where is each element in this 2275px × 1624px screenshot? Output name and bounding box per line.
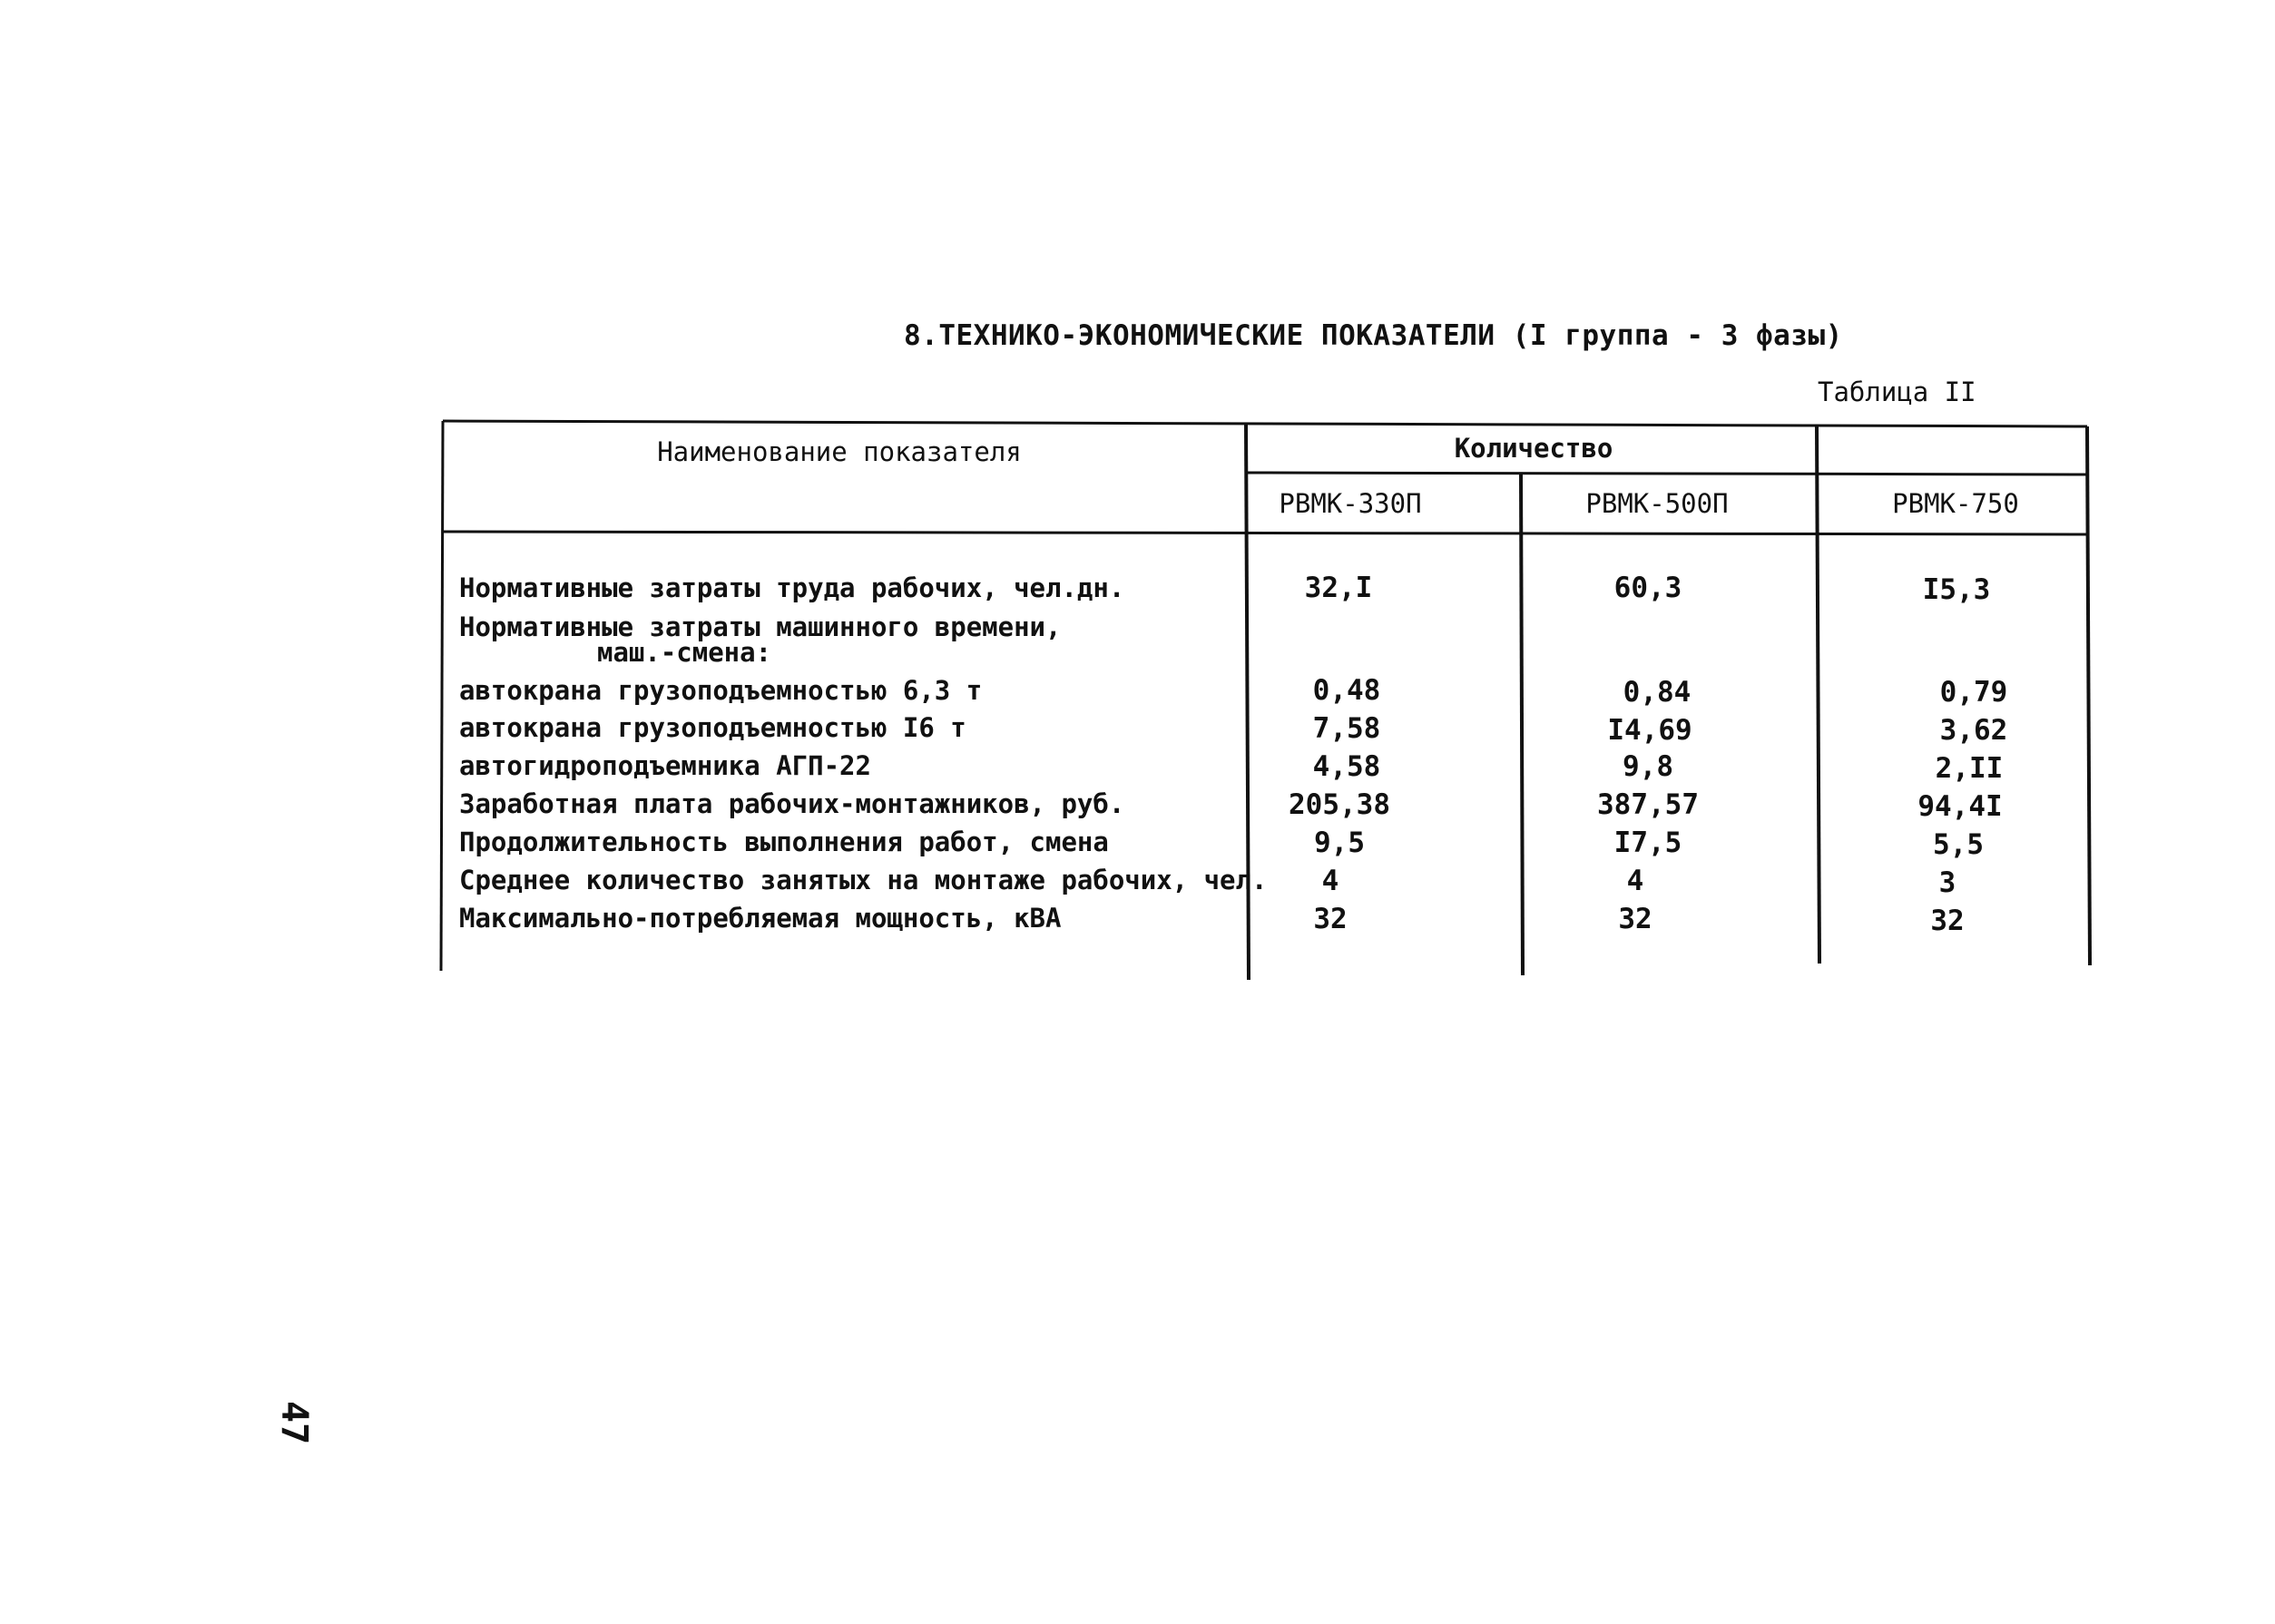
value-rvmk-750: 3,62 <box>1939 714 2008 747</box>
page-number: 47 <box>273 1401 315 1445</box>
row-label: Продолжительность выполнения работ, смена <box>459 827 1109 857</box>
header-column-rvmk-500p: РВМК-500П <box>1585 488 1729 519</box>
value-rvmk-500p: 4 <box>1626 865 1644 897</box>
value-rvmk-500p: I7,5 <box>1613 827 1682 859</box>
value-rvmk-500p: 387,57 <box>1597 788 1699 821</box>
value-rvmk-330p: 32 <box>1313 903 1348 935</box>
value-rvmk-330p: 0,48 <box>1312 674 1381 707</box>
value-rvmk-500p: 32 <box>1618 903 1652 935</box>
header-column-rvmk-750: РВМК-750 <box>1892 488 2019 519</box>
row-label: Нормативные затраты труда рабочих, чел.дн. <box>459 572 1125 603</box>
row-label: Заработная плата рабочих-монтажников, руб. <box>459 788 1125 819</box>
value-rvmk-750: 3 <box>1938 866 1956 899</box>
value-rvmk-330p: 7,58 <box>1312 712 1381 745</box>
value-rvmk-330p: 4 <box>1321 865 1339 897</box>
value-rvmk-750: 94,4I <box>1917 790 2003 823</box>
row-label-continuation: маш.-смена: <box>597 637 772 668</box>
value-rvmk-330p: 205,38 <box>1289 788 1390 821</box>
row-label: Нормативные затраты машинного времени, <box>459 611 1062 642</box>
value-rvmk-330p: 32,I <box>1304 572 1373 604</box>
row-label: Среднее количество занятых на монтаже рабочих, чел. <box>459 865 1268 895</box>
value-rvmk-500p: 0,84 <box>1623 676 1692 709</box>
header-column-rvmk-330p: РВМК-330П <box>1279 488 1422 519</box>
table-number-label: Таблица II <box>1818 377 1976 407</box>
value-rvmk-330p: 4,58 <box>1312 750 1381 783</box>
row-label: автокрана грузоподъемностью I6 т <box>459 712 966 743</box>
value-rvmk-750: 0,79 <box>1939 676 2008 709</box>
header-indicator-name: Наименование показателя <box>657 436 1022 467</box>
page-title: 8.ТЕХНИКО-ЭКОНОМИЧЕСКИЕ ПОКАЗАТЕЛИ (I группа - 3 фазы) <box>904 319 1843 352</box>
header-quantity: Количество <box>1454 433 1613 464</box>
value-rvmk-500p: I4,69 <box>1607 714 1692 747</box>
value-rvmk-500p: 60,3 <box>1613 572 1682 604</box>
row-label: Максимально-потребляемая мощность, кВА <box>459 903 1062 934</box>
value-rvmk-500p: 9,8 <box>1623 750 1673 783</box>
row-label: автокрана грузоподъемностью 6,3 т <box>459 675 983 706</box>
row-label: автогидроподъемника АГП-22 <box>459 750 871 781</box>
value-rvmk-750: 32 <box>1930 905 1965 937</box>
value-rvmk-750: 5,5 <box>1933 828 1984 861</box>
value-rvmk-750: 2,II <box>1935 752 2004 785</box>
value-rvmk-750: I5,3 <box>1922 573 1991 606</box>
value-rvmk-330p: 9,5 <box>1314 827 1365 859</box>
